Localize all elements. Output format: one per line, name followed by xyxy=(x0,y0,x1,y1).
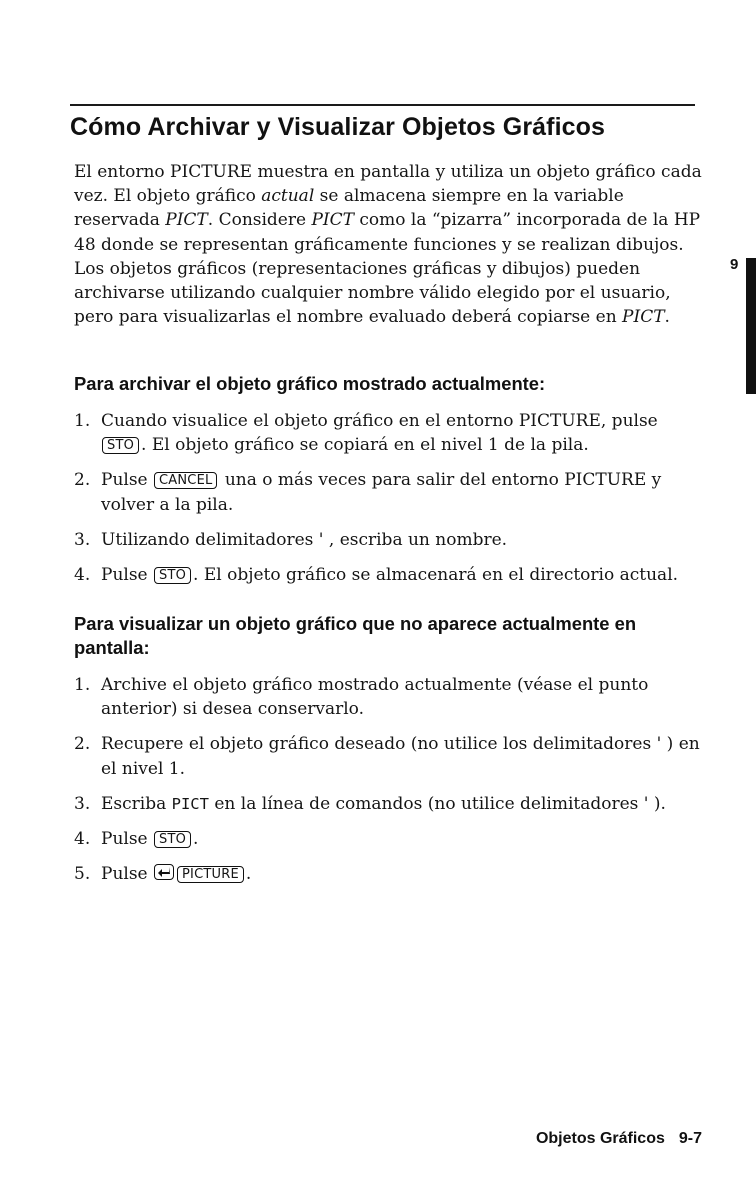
intro-emphasis-pict-2: PICT xyxy=(311,210,354,231)
step-number: 2. xyxy=(74,734,91,755)
display-steps xyxy=(74,673,702,897)
step-number: 2. xyxy=(74,470,91,491)
header-rule xyxy=(70,104,695,106)
page-number: 9-7 xyxy=(678,1130,702,1147)
step-text: una o más veces para salir del entorno PICTURE y volver a la pila. xyxy=(101,470,662,515)
footer-title: Objetos Gráficos xyxy=(535,1130,665,1147)
step-text: Pulse xyxy=(101,565,154,586)
section-title: Cómo Archivar y Visualizar Objetos Gráficos xyxy=(70,113,606,141)
step-number: 4. xyxy=(74,829,91,850)
sto-key: STO xyxy=(154,567,191,584)
step-text: Utilizando delimitadores ' , escriba un nombre. xyxy=(101,529,508,550)
step-number: 1. xyxy=(74,675,91,695)
step-text: en la línea de comandos (no utilice delimitadores ' ). xyxy=(208,793,666,814)
archive-heading: Para archivar el objeto gráfico mostrado actualmente: xyxy=(74,373,546,394)
display-step-5 xyxy=(74,862,702,886)
step-text: Escriba xyxy=(101,793,172,814)
display-step-4 xyxy=(74,827,702,851)
step-text: Pulse xyxy=(101,864,154,885)
intro-emphasis-pict-1: PICT xyxy=(165,210,208,231)
intro-paragraph xyxy=(74,160,702,329)
intro-emphasis-pict-3: PICT xyxy=(622,307,665,328)
step-text: . El objeto gráfico se copiará en el nivel 1 de la pila. xyxy=(141,435,589,456)
intro-emphasis-actual: actual xyxy=(261,186,315,207)
step-text: Cuando visualice el objeto gráfico en el entorno PICTURE, pulse xyxy=(101,411,658,431)
cancel-key: CANCEL xyxy=(154,472,217,489)
page-footer xyxy=(536,1130,702,1148)
archive-step-1 xyxy=(74,409,702,457)
archive-step-2 xyxy=(74,468,702,516)
step-number: 4. xyxy=(74,565,91,586)
step-number: 3. xyxy=(74,529,91,550)
archive-steps xyxy=(74,409,702,598)
archive-step-3 xyxy=(74,528,702,552)
sto-key: STO xyxy=(102,437,139,454)
pict-command: PICT xyxy=(171,794,209,813)
display-heading: Para visualizar un objeto gráfico que no aparece actualmente en pantalla: xyxy=(74,613,637,658)
step-text: Pulse xyxy=(101,470,154,491)
intro-text-4: como la “pizarra” incorporada de la HP 48 donde se representan gráficamente funciones y se realizan dibujos. Los objetos gráficos (representaciones gráficas y dibujos) pueden archivarse utilizando cualquier nombre válido elegido por el usuario, pero para visualizarlas el nombre evaluado deberá copiarse en xyxy=(74,210,701,328)
sto-key: STO xyxy=(154,831,191,848)
intro-text-1: El entorno PICTURE muestra en pantalla y utiliza un objeto gráfico cada vez. El objeto gráfico xyxy=(74,162,702,207)
display-step-1 xyxy=(74,673,702,721)
display-step-2 xyxy=(74,732,702,780)
chapter-tab-bar xyxy=(746,258,756,394)
step-text: Recupere el objeto gráfico deseado (no utilice los delimitadores ' ) en el nivel 1. xyxy=(101,734,700,779)
step-number: 1. xyxy=(74,411,91,431)
step-number: 5. xyxy=(74,864,91,885)
step-text: Archive el objeto gráfico mostrado actualmente (véase el punto anterior) si desea conservarlo. xyxy=(101,675,649,720)
picture-key: PICTURE xyxy=(177,866,244,883)
step-text: Pulse xyxy=(101,829,154,850)
left-shift-key-icon xyxy=(154,864,174,880)
step-text: . xyxy=(245,864,252,885)
intro-text-5: . xyxy=(664,307,670,328)
chapter-tab-number: 9 xyxy=(730,256,739,273)
intro-text-2: se almacena siempre en la variable reservada xyxy=(74,186,624,231)
step-text: . El objeto gráfico se almacenará en el directorio actual. xyxy=(193,565,679,586)
step-number: 3. xyxy=(74,793,91,814)
archive-step-4 xyxy=(74,563,702,587)
step-text: . xyxy=(193,829,199,850)
display-step-3 xyxy=(74,792,702,816)
intro-text-3: . Considere xyxy=(207,210,312,231)
